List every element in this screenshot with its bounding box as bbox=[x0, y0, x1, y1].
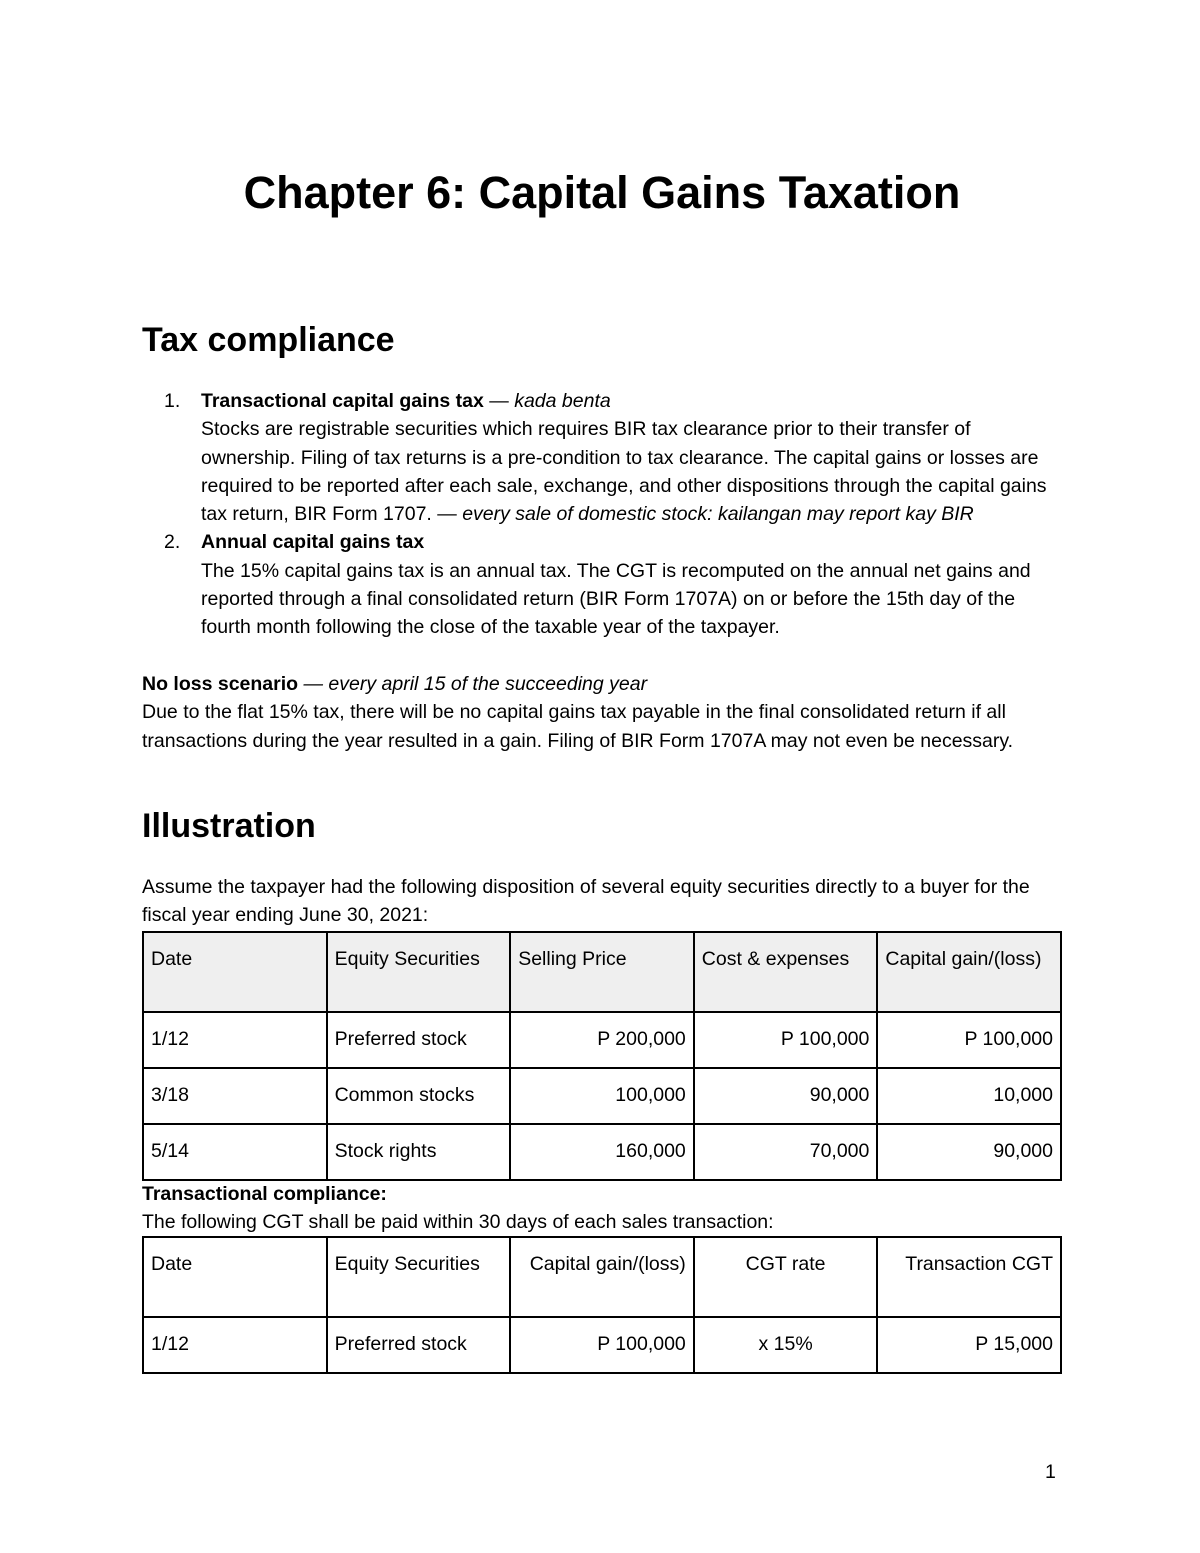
list-number: 1. bbox=[164, 390, 181, 412]
transactional-compliance bbox=[142, 1180, 1062, 1237]
table-cell: P 100,000 bbox=[877, 1012, 1061, 1068]
dash: — bbox=[298, 673, 329, 695]
list-item-title: Transactional capital gains tax bbox=[201, 390, 484, 412]
table-cell: 90,000 bbox=[877, 1124, 1061, 1180]
table-cell: Preferred stock bbox=[327, 1012, 511, 1068]
transactional-compliance-title: Transactional compliance: bbox=[142, 1183, 387, 1205]
list-item-body: Stocks are registrable securities which requires BIR tax clearance prior to their transfer of ownership. Filing of tax returns is a pre-condition to tax clearance. The capital gains or losses are required to be reported after each sale, exchange, and other dispositions through the capital gains tax return, BIR Form 1707. — bbox=[201, 418, 1047, 526]
no-loss-title: No loss scenario bbox=[142, 673, 299, 695]
table-header-row bbox=[143, 1237, 1061, 1317]
section-heading-illustration: Illustration bbox=[142, 807, 316, 845]
list-item bbox=[142, 528, 1062, 641]
table-cell: P 100,000 bbox=[694, 1012, 878, 1068]
table-header-cell: Equity Securities bbox=[327, 1237, 511, 1317]
table-header-cell: Date bbox=[143, 932, 327, 1012]
list-item-body: The 15% capital gains tax is an annual tax. The CGT is recomputed on the annual net gains and reported through a final consolidated return (BIR Form 1707A) on or before the 15th day of the fourth month following the close of the taxable year of the taxpayer. bbox=[201, 559, 1031, 639]
table-row bbox=[143, 1068, 1061, 1124]
table-row bbox=[143, 1012, 1061, 1068]
table-header-row bbox=[143, 932, 1061, 1012]
compliance-list bbox=[142, 387, 1062, 642]
table-row bbox=[143, 1124, 1061, 1180]
table-header-cell: CGT rate bbox=[694, 1237, 878, 1317]
no-loss-body: Due to the flat 15% tax, there will be no capital gains tax payable in the final consolidated return if all transactions during the year resulted in a gain. Filing of BIR Form 1707A may not even be necessary. bbox=[142, 701, 1014, 752]
table-cell: 90,000 bbox=[694, 1068, 878, 1124]
table-header-cell: Capital gain/(loss) bbox=[877, 932, 1061, 1012]
table-cell: P 200,000 bbox=[510, 1012, 694, 1068]
list-item-body-note: every sale of domestic stock: kailangan may report kay BIR bbox=[462, 503, 974, 526]
table-header-cell: Capital gain/(loss) bbox=[510, 1237, 694, 1317]
no-loss-scenario bbox=[142, 670, 1062, 755]
table-cell: x 15% bbox=[694, 1317, 878, 1373]
page-number: 1 bbox=[1045, 1461, 1056, 1483]
list-item-title: Annual capital gains tax bbox=[201, 531, 425, 554]
table-cell: P 15,000 bbox=[877, 1317, 1061, 1373]
list-item bbox=[142, 387, 1062, 528]
table-cell: 3/18 bbox=[143, 1068, 327, 1124]
table-cell: 160,000 bbox=[510, 1124, 694, 1180]
table-cell: 10,000 bbox=[877, 1068, 1061, 1124]
table-cell: 100,000 bbox=[510, 1068, 694, 1124]
table-header-cell: Transaction CGT bbox=[877, 1237, 1061, 1317]
no-loss-note: every april 15 of the succeeding year bbox=[328, 673, 648, 695]
table-header-cell: Cost & expenses bbox=[694, 932, 878, 1012]
list-item-note: kada benta bbox=[514, 390, 611, 412]
dispositions-table bbox=[142, 931, 1062, 1181]
table-cell: 1/12 bbox=[143, 1012, 327, 1068]
dash: — bbox=[483, 390, 515, 412]
illustration-intro: Assume the taxpayer had the following disposition of several equity securities directly to a buyer for the fiscal year ending June 30, 2021: bbox=[142, 876, 1030, 927]
table-cell: 5/14 bbox=[143, 1124, 327, 1180]
list-number: 2. bbox=[164, 531, 181, 554]
table-row bbox=[143, 1317, 1061, 1373]
table-cell: 1/12 bbox=[143, 1317, 327, 1373]
table-cell: P 100,000 bbox=[510, 1317, 694, 1373]
transactional-compliance-body: The following CGT shall be paid within 30 days of each sales transaction: bbox=[142, 1211, 774, 1234]
table-header-cell: Date bbox=[143, 1237, 327, 1317]
table-cell: Common stocks bbox=[327, 1068, 511, 1124]
table-cell: Stock rights bbox=[327, 1124, 511, 1180]
page-title: Chapter 6: Capital Gains Taxation bbox=[243, 167, 961, 218]
table-header-cell: Equity Securities bbox=[327, 932, 511, 1012]
table-cell: Preferred stock bbox=[327, 1317, 511, 1373]
section-heading-tax-compliance: Tax compliance bbox=[142, 321, 395, 359]
table-cell: 70,000 bbox=[694, 1124, 878, 1180]
transaction-cgt-table bbox=[142, 1236, 1062, 1374]
table-header-cell: Selling Price bbox=[510, 932, 694, 1012]
